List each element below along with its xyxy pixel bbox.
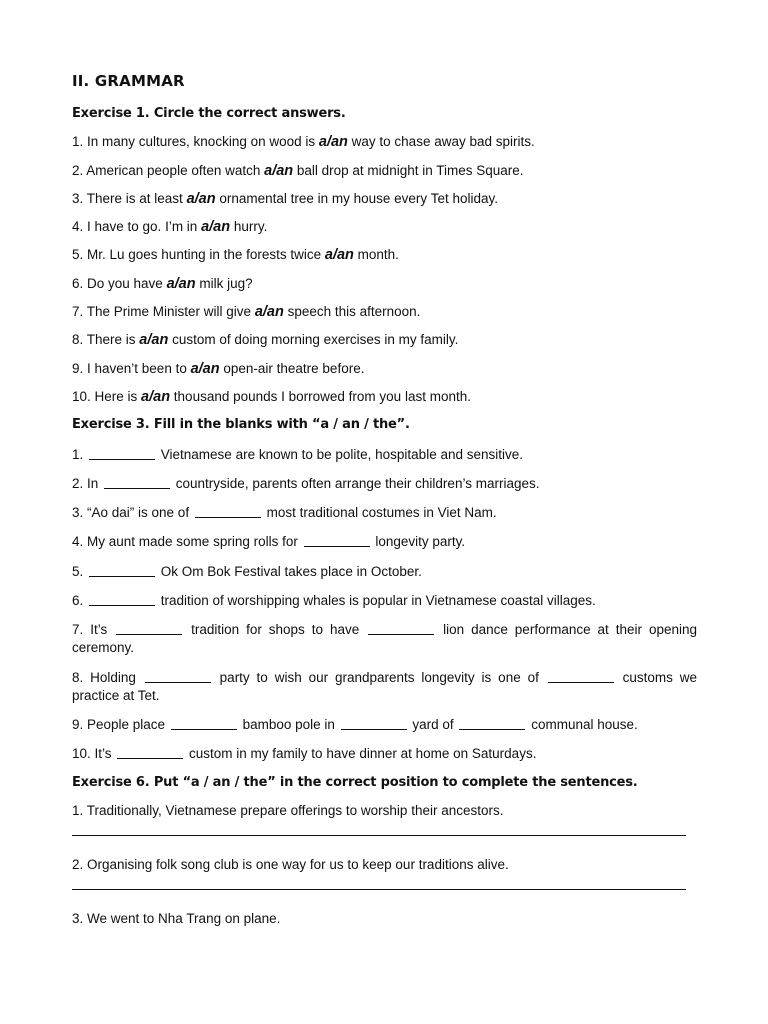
item-text: month. bbox=[353, 247, 399, 263]
fill-blank[interactable] bbox=[304, 533, 370, 547]
item-text: 1. bbox=[72, 446, 88, 462]
fill-blank[interactable] bbox=[104, 475, 170, 489]
exercise-3-list bbox=[72, 445, 697, 764]
item-text: communal house. bbox=[527, 716, 638, 732]
exercise-1-item bbox=[72, 162, 697, 180]
answer-choice: a/an bbox=[324, 247, 354, 264]
fill-blank[interactable] bbox=[89, 563, 155, 577]
item-text: bamboo pole in bbox=[238, 716, 339, 732]
exercise-3-item bbox=[72, 503, 697, 522]
answer-choice: a/an bbox=[186, 190, 216, 207]
item-text: 1. In many cultures, knocking on wood is bbox=[72, 134, 319, 150]
exercise-3-item bbox=[72, 562, 697, 581]
exercise-6-item bbox=[72, 910, 697, 928]
item-text: tradition of worshipping whales is popular in Vietnamese coastal villages. bbox=[157, 593, 596, 609]
item-text: 1. Traditionally, Vietnamese prepare offerings to worship their ancestors. bbox=[72, 802, 504, 818]
exercise-3-title: Exercise 3. Fill in the blanks with “a / an / the”. bbox=[72, 417, 410, 433]
item-text: 3. There is at least bbox=[72, 190, 187, 206]
exercise-1-item bbox=[72, 331, 697, 349]
answer-line[interactable] bbox=[72, 834, 686, 836]
item-text: longevity party. bbox=[371, 534, 466, 550]
section-title: II. GRAMMAR bbox=[72, 72, 185, 90]
item-text: lion dance performance at their opening ceremony. bbox=[72, 622, 697, 656]
item-text: 5. bbox=[72, 563, 88, 579]
fill-blank[interactable] bbox=[548, 669, 614, 683]
fill-blank[interactable] bbox=[117, 745, 183, 759]
answer-choice: a/an bbox=[318, 134, 348, 151]
exercise-1-item bbox=[72, 190, 697, 208]
answer-choice: a/an bbox=[254, 304, 284, 321]
item-text: 2. In bbox=[72, 475, 103, 491]
exercise-3-item bbox=[72, 474, 697, 493]
item-text: way to chase away bad spirits. bbox=[347, 134, 535, 150]
item-text: 6. Do you have bbox=[72, 275, 167, 291]
item-text: party to wish our grandparents longevity is one of bbox=[212, 669, 546, 685]
fill-blank[interactable] bbox=[368, 621, 434, 635]
item-text: 8. There is bbox=[72, 332, 140, 348]
item-text: 7. The Prime Minister will give bbox=[72, 304, 255, 320]
answer-choice: a/an bbox=[166, 275, 196, 292]
item-text: milk jug? bbox=[195, 275, 253, 291]
item-text: ball drop at midnight in Times Square. bbox=[293, 162, 524, 178]
exercise-3-item bbox=[72, 715, 697, 734]
item-text: speech this afternoon. bbox=[283, 304, 421, 320]
item-text: 5. Mr. Lu goes hunting in the forests twice bbox=[72, 247, 325, 263]
item-text: tradition for shops to have bbox=[184, 622, 367, 638]
exercise-3-item bbox=[72, 445, 697, 464]
exercise-1-item bbox=[72, 360, 697, 378]
item-text: thousand pounds I borrowed from you last month. bbox=[170, 388, 471, 404]
item-text: customs we practice at Tet. bbox=[72, 669, 697, 703]
answer-choice: a/an bbox=[139, 332, 169, 349]
answer-choice: a/an bbox=[141, 388, 171, 405]
exercise-3-item bbox=[72, 591, 697, 610]
answer-line[interactable] bbox=[72, 888, 686, 890]
fill-blank[interactable] bbox=[116, 621, 182, 635]
exercise-1-title: Exercise 1. Circle the correct answers. bbox=[72, 106, 346, 121]
item-text: custom in my family to have dinner at home on Saturdays. bbox=[185, 746, 537, 762]
fill-blank[interactable] bbox=[459, 716, 525, 730]
item-text: custom of doing morning exercises in my family. bbox=[168, 332, 459, 348]
exercise-6-title: Exercise 6. Put “a / an / the” in the correct position to complete the sentences. bbox=[72, 774, 638, 790]
item-text: 10. It’s bbox=[72, 746, 116, 762]
exercise-6-list bbox=[72, 802, 697, 928]
item-text: 8. Holding bbox=[72, 669, 143, 685]
worksheet-page bbox=[72, 70, 697, 938]
item-text: 10. Here is bbox=[72, 388, 142, 404]
answer-choice: a/an bbox=[190, 360, 220, 377]
item-text: 7. It’s bbox=[72, 622, 115, 638]
fill-blank[interactable] bbox=[195, 504, 261, 518]
item-text: 6. bbox=[72, 593, 88, 609]
item-text: 9. People place bbox=[72, 716, 169, 732]
fill-blank[interactable] bbox=[89, 446, 155, 460]
item-text: 4. I have to go. I’m in bbox=[72, 219, 202, 235]
item-text: hurry. bbox=[230, 219, 268, 235]
exercise-1-item bbox=[72, 388, 697, 406]
fill-blank[interactable] bbox=[341, 716, 407, 730]
item-text: 4. My aunt made some spring rolls for bbox=[72, 534, 302, 550]
item-text: 9. I haven’t been to bbox=[72, 360, 191, 376]
item-text: 3. We went to Nha Trang on plane. bbox=[72, 910, 281, 926]
exercise-1-item bbox=[72, 246, 697, 264]
item-text: countryside, parents often arrange their children’s marriages. bbox=[172, 475, 540, 491]
exercise-3-item bbox=[72, 744, 697, 763]
exercise-1-item bbox=[72, 218, 697, 236]
item-text: most traditional costumes in Viet Nam. bbox=[262, 505, 497, 521]
item-text: Vietnamese are known to be polite, hospitable and sensitive. bbox=[157, 446, 523, 462]
answer-choice: a/an bbox=[264, 162, 294, 179]
exercise-1-item bbox=[72, 133, 697, 151]
exercise-3-item bbox=[72, 620, 697, 657]
exercise-1-item bbox=[72, 303, 697, 321]
item-text: 2. American people often watch bbox=[72, 162, 265, 178]
exercise-6-item bbox=[72, 802, 697, 820]
exercise-1-item bbox=[72, 275, 697, 293]
exercise-1-list bbox=[72, 133, 697, 406]
item-text: open-air theatre before. bbox=[219, 360, 365, 376]
exercise-3-item bbox=[72, 668, 697, 705]
item-text: 2. Organising folk song club is one way for us to keep our traditions alive. bbox=[72, 856, 509, 872]
item-text: ornamental tree in my house every Tet holiday. bbox=[215, 190, 498, 206]
fill-blank[interactable] bbox=[89, 592, 155, 606]
item-text: Ok Om Bok Festival takes place in October. bbox=[157, 563, 422, 579]
fill-blank[interactable] bbox=[171, 716, 237, 730]
exercise-6-item bbox=[72, 856, 697, 874]
item-text: 3. “Ao dai” is one of bbox=[72, 505, 193, 521]
item-text: yard of bbox=[408, 716, 458, 732]
answer-choice: a/an bbox=[201, 219, 231, 236]
fill-blank[interactable] bbox=[145, 669, 211, 683]
exercise-3-item bbox=[72, 532, 697, 551]
